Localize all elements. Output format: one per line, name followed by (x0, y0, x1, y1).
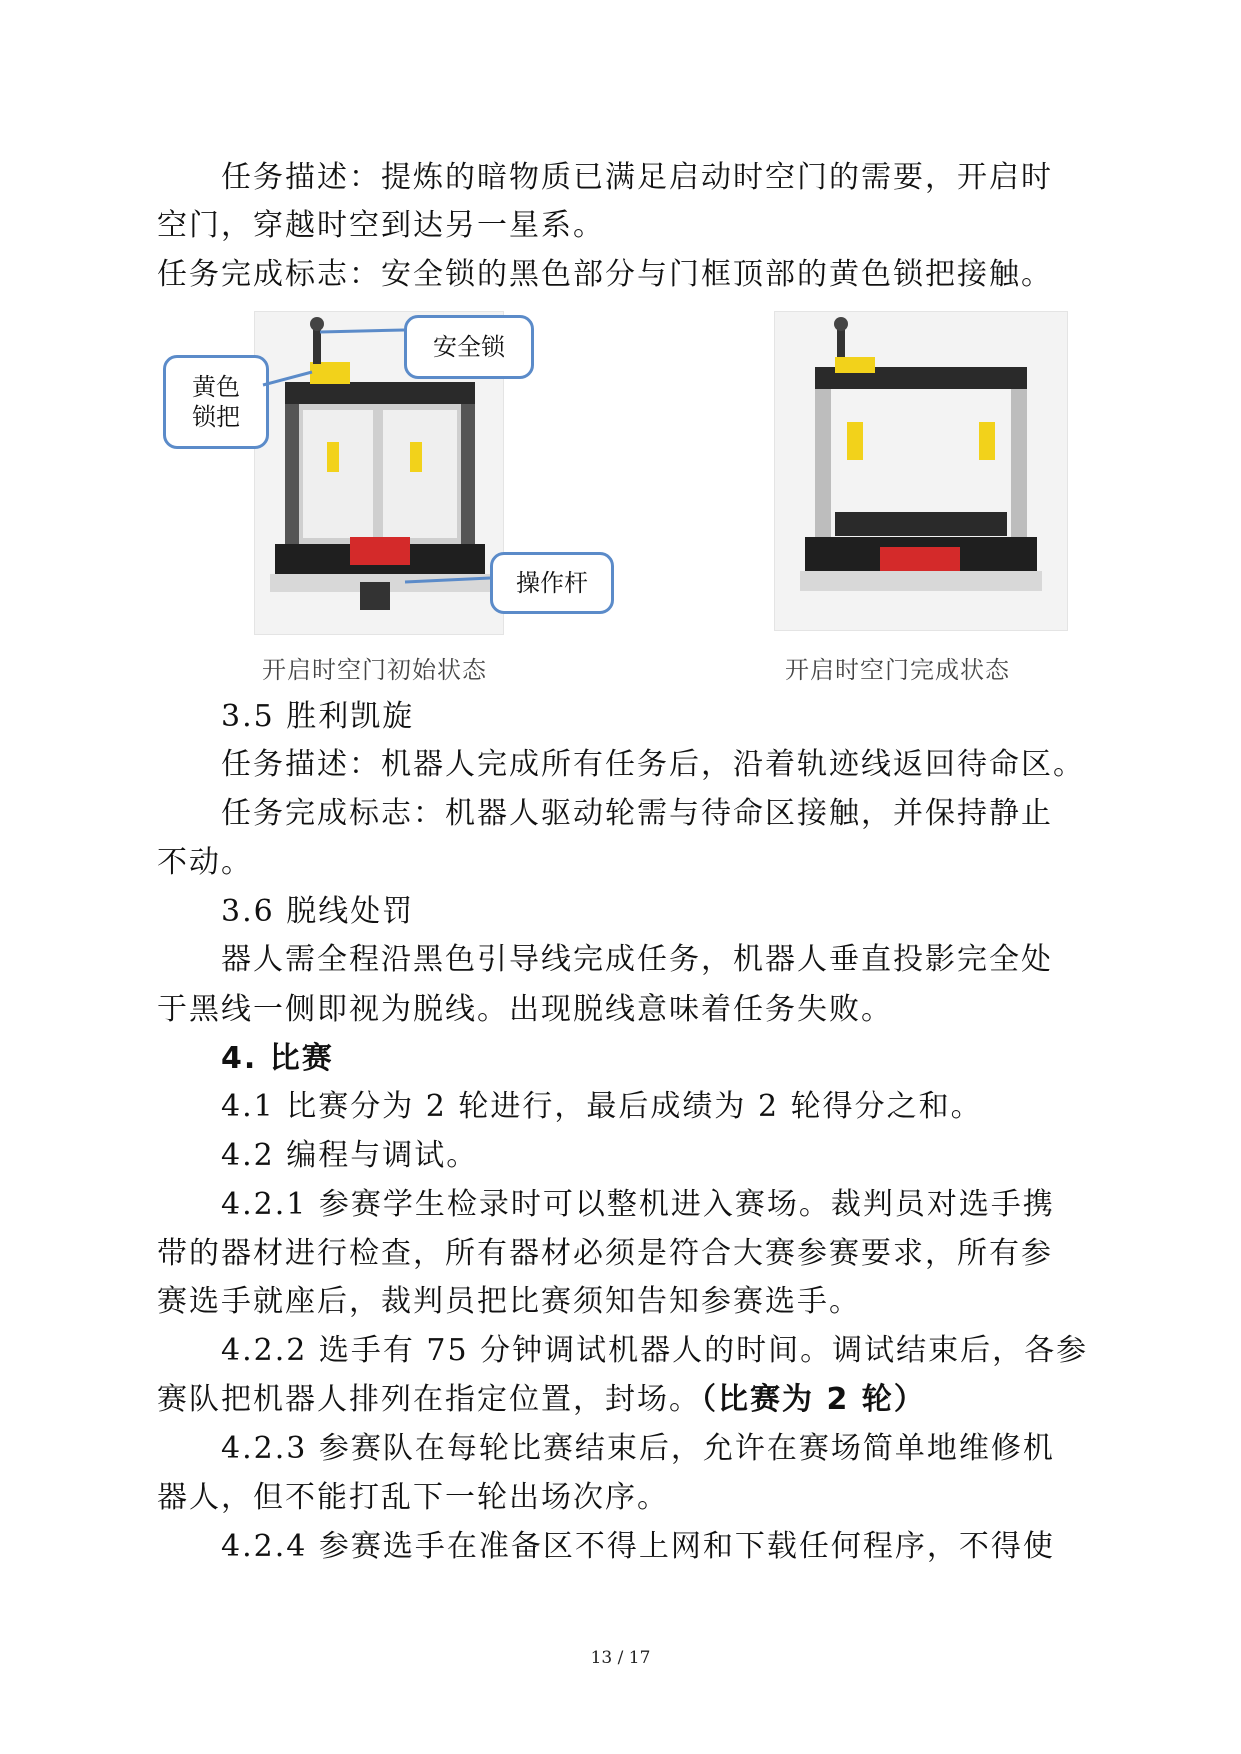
section-4-heading: 4. 比赛 (221, 1041, 334, 1076)
page-number: 13 / 17 (590, 1648, 651, 1668)
paragraph-4-2-3-line2: 器人，但不能打乱下一轮出场次序。 (157, 1480, 669, 1515)
paragraph-4-2-2-line2-text: 赛队把机器人排列在指定位置，封场。 (157, 1382, 701, 1417)
lego-frame-illustration-right (775, 312, 1067, 630)
section-3-5-flag-line2: 不动。 (157, 845, 253, 880)
section-3-6-line1: 器人需全程沿黑色引导线完成任务，机器人垂直投影完全处 (221, 942, 1053, 977)
callout-lever: 操作杆 (490, 552, 614, 614)
paragraph-4-2-1-line1: 4.2.1 参赛学生检录时可以整机进入赛场。裁判员对选手携 (221, 1187, 1055, 1222)
paragraph-4-2-2-rounds-note: （比赛为 2 轮） (701, 1382, 926, 1417)
paragraph-4-2-1-line3: 赛选手就座后，裁判员把比赛须知告知参赛选手。 (157, 1284, 861, 1319)
portal-complete-state-photo (774, 311, 1068, 631)
paragraph-4-2-4-line1: 4.2.4 参赛选手在准备区不得上网和下载任何程序，不得使 (221, 1529, 1055, 1564)
paragraph-4-2-3-line1: 4.2.3 参赛队在每轮比赛结束后，允许在赛场简单地维修机 (221, 1431, 1055, 1466)
callout-yellow-handle: 黄色 锁把 (163, 355, 269, 449)
paragraph-4-2-1-line2: 带的器材进行检查，所有器材必须是符合大赛参赛要求，所有参 (157, 1236, 1053, 1271)
paragraph-4-2: 4.2 编程与调试。 (221, 1138, 479, 1173)
callout-safety-lock: 安全锁 (404, 315, 534, 379)
paragraph-4-2-2-line1: 4.2.2 选手有 75 分钟调试机器人的时间。调试结束后，各参 (221, 1333, 1089, 1368)
paragraph-4-1: 4.1 比赛分为 2 轮进行，最后成绩为 2 轮得分之和。 (221, 1089, 983, 1124)
section-3-6-title: 3.6 脱线处罚 (221, 894, 415, 929)
task-description-line2: 空门，穿越时空到达另一星系。 (157, 208, 605, 243)
section-3-5-title: 3.5 胜利凯旋 (221, 699, 415, 734)
task-description-line1: 任务描述：提炼的暗物质已满足启动时空门的需要，开启时 (221, 160, 1053, 195)
task-completion-flag: 任务完成标志：安全锁的黑色部分与门框顶部的黄色锁把接触。 (157, 257, 1053, 292)
caption-initial-state: 开启时空门初始状态 (262, 656, 487, 684)
paragraph-4-2-2-line2 (157, 1380, 1087, 1420)
caption-complete-state: 开启时空门完成状态 (785, 656, 1010, 684)
section-3-5-description: 任务描述：机器人完成所有任务后，沿着轨迹线返回待命区。 (221, 747, 1085, 782)
section-3-6-line2: 于黑线一侧即视为脱线。出现脱线意味着任务失败。 (157, 992, 893, 1027)
section-3-5-flag-line1: 任务完成标志：机器人驱动轮需与待命区接触，并保持静止 (221, 796, 1053, 831)
